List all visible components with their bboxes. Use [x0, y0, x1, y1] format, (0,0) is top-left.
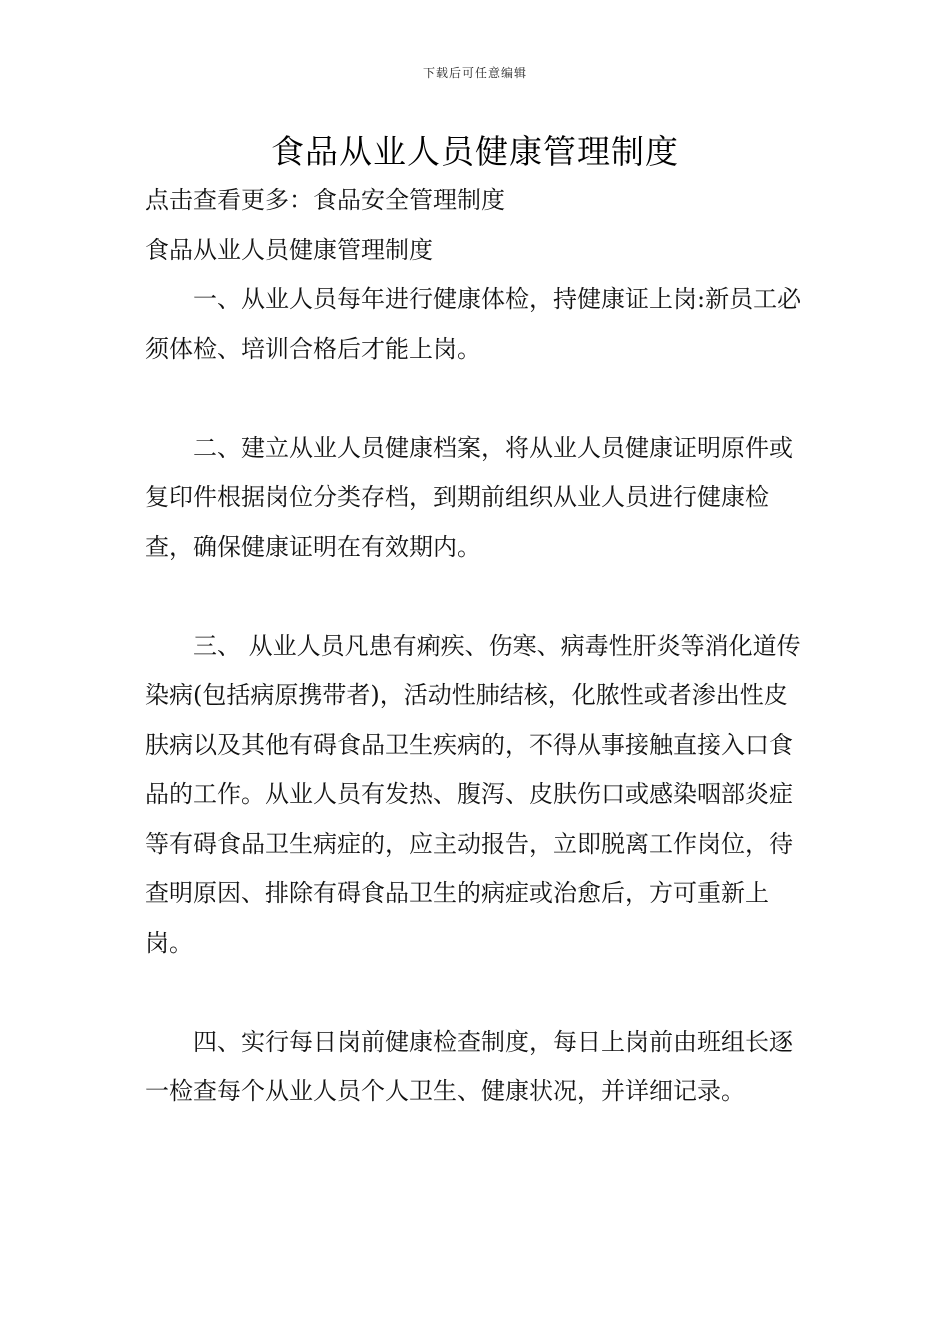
- more-link[interactable]: 点击查看更多：食品安全管理制度: [145, 186, 505, 214]
- paragraph-4: 四、实行每日岗前健康检查制度，每日上岗前由班组长逐一检查每个从业人员个人卫生、健康状况，并详细记录。: [145, 1027, 793, 1105]
- paragraph-gap: [145, 374, 810, 424]
- document-subtitle: 食品从业人员健康管理制度: [145, 235, 433, 264]
- paragraph-3: 三、 从业人员凡患有痢疾、伤寒、病毒性肝炎等消化道传染病(包括病原携带者)，活动性肺结核，化脓性或者渗出性皮肤病以及其他有碍食品卫生疾病的，不得从事接触直接入口食品的工作。从业人员有发热、腹泻、皮肤伤口或感染咽部炎症等有碍食品卫生病症的，应主动报告，立即脱离工作岗位，待查明原因、排除有碍食品卫生的病症或治愈后，方可重新上岗。: [145, 631, 801, 957]
- paragraph-2: 二、建立从业人员健康档案，将从业人员健康证明原件或复印件根据岗位分类存档，到期前组织从业人员进行健康检查，确保健康证明在有效期内。: [145, 433, 793, 561]
- paragraph-gap: [145, 572, 810, 622]
- document-title: 食品从业人员健康管理制度: [271, 132, 679, 171]
- paragraph-gap: [145, 968, 810, 1018]
- paragraph-1: 一、从业人员每年进行健康体检，持健康证上岗:新员工必须体检、培训合格后才能上岗。: [145, 285, 802, 363]
- document-body: [145, 176, 810, 1117]
- header-note: 下载后可任意编辑: [422, 66, 527, 80]
